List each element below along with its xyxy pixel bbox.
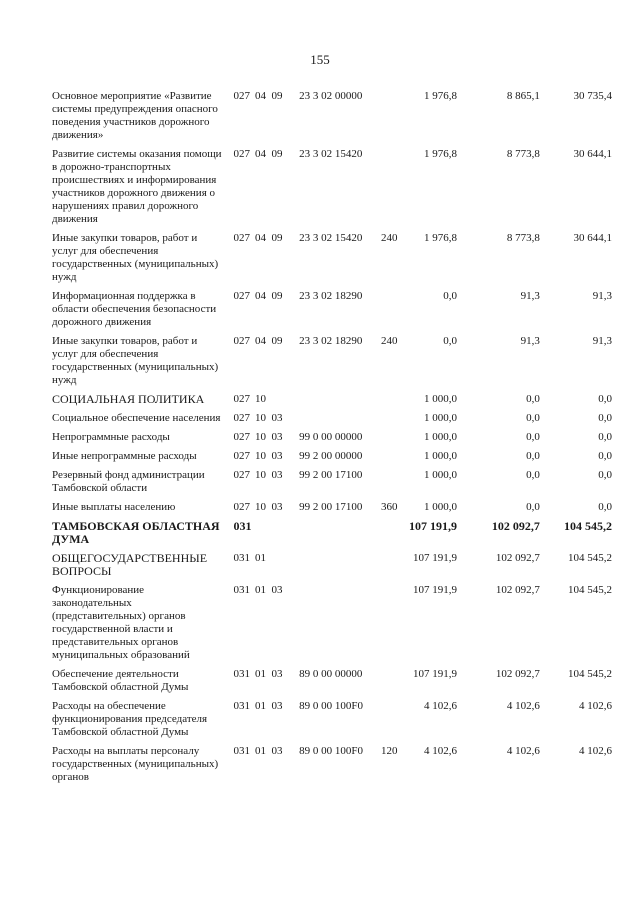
table-row xyxy=(52,335,612,387)
code-target: 89 0 00 100F0 xyxy=(299,700,363,712)
code-subsection: 03 xyxy=(271,745,283,757)
code-section: 04 xyxy=(254,148,266,160)
code-ministry: 031 xyxy=(233,700,251,712)
value-year-2: 0,0 xyxy=(526,431,540,443)
code-subsection: 09 xyxy=(271,290,283,302)
value-year-2: 8 773,8 xyxy=(506,232,540,244)
code-section: 10 xyxy=(254,431,266,443)
code-target: 99 0 00 00000 xyxy=(299,431,363,443)
value-year-1: 1 976,8 xyxy=(424,148,458,160)
row-name: Иные непрограммные расходы xyxy=(52,450,197,462)
code-subsection: 09 xyxy=(271,90,283,102)
row-name: Иные выплаты населению xyxy=(52,501,176,513)
value-year-1: 1 000,0 xyxy=(424,431,458,443)
code-target: 23 3 02 18290 xyxy=(299,290,363,302)
value-year-3: 91,3 xyxy=(592,335,613,347)
code-ministry: 031 xyxy=(233,519,252,533)
value-year-3: 4 102,6 xyxy=(579,745,613,757)
row-name: Основное мероприятие «Развитие системы предупреждения опасного поведения участников дорожного движения» xyxy=(52,90,218,141)
value-year-2: 102 092,7 xyxy=(491,519,540,533)
value-year-3: 0,0 xyxy=(598,501,613,513)
table-row xyxy=(52,584,612,662)
code-ministry: 031 xyxy=(233,552,251,564)
table-row xyxy=(52,501,612,514)
value-year-3: 30 644,1 xyxy=(573,232,613,244)
code-section: 04 xyxy=(254,90,266,102)
row-name: Иные закупки товаров, работ и услуг для обеспечения государственных (муниципальных) нужд xyxy=(52,232,219,283)
value-year-2: 0,0 xyxy=(526,469,540,481)
value-year-1: 1 000,0 xyxy=(424,469,458,481)
value-year-3: 0,0 xyxy=(598,469,613,481)
value-year-1: 107 191,9 xyxy=(413,552,458,564)
value-year-3: 0,0 xyxy=(598,450,613,462)
row-name: Информационная поддержка в области обеспечения безопасности дорожного движения xyxy=(52,290,217,328)
code-subsection: 03 xyxy=(271,501,283,513)
code-ministry: 027 xyxy=(233,90,251,102)
value-year-3: 0,0 xyxy=(598,412,613,424)
code-ministry: 027 xyxy=(233,335,251,347)
code-section: 01 xyxy=(254,700,266,712)
value-year-1: 1 000,0 xyxy=(424,450,458,462)
table-row xyxy=(52,431,612,444)
budget-table xyxy=(52,90,612,790)
row-name: Функционирование законодательных (представительных) органов государственной власти и представительных органов муниципальных образований xyxy=(52,584,190,661)
code-expense-type: 120 xyxy=(380,745,398,757)
row-name: Расходы на выплаты персоналу государственных (муниципальных) органов xyxy=(52,745,219,783)
row-name: Социальное обеспечение населения xyxy=(52,412,221,424)
table-row xyxy=(52,412,612,425)
code-section: 01 xyxy=(254,552,266,564)
code-ministry: 027 xyxy=(233,431,251,443)
code-section: 10 xyxy=(254,501,266,513)
code-section: 10 xyxy=(254,393,266,405)
value-year-3: 104 545,2 xyxy=(568,584,613,596)
value-year-1: 107 191,9 xyxy=(409,519,458,533)
value-year-3: 0,0 xyxy=(598,431,613,443)
value-year-3: 104 545,2 xyxy=(568,552,613,564)
code-section: 01 xyxy=(254,584,266,596)
code-target: 99 2 00 00000 xyxy=(299,450,363,462)
page-number: 155 xyxy=(310,52,330,67)
code-section: 01 xyxy=(254,745,266,757)
code-section: 10 xyxy=(254,412,266,424)
code-expense-type: 240 xyxy=(380,335,398,347)
code-section: 04 xyxy=(254,335,266,347)
code-ministry: 027 xyxy=(233,501,251,513)
code-section: 10 xyxy=(254,450,266,462)
value-year-3: 0,0 xyxy=(598,393,613,405)
value-year-2: 91,3 xyxy=(520,290,540,302)
code-section: 01 xyxy=(254,668,266,680)
value-year-2: 4 102,6 xyxy=(506,700,540,712)
value-year-1: 0,0 xyxy=(443,290,458,302)
code-target: 23 3 02 15420 xyxy=(299,232,363,244)
code-subsection: 03 xyxy=(271,700,283,712)
table-row xyxy=(52,668,612,694)
code-target: 89 0 00 100F0 xyxy=(299,745,363,757)
table-row xyxy=(52,232,612,284)
code-subsection: 03 xyxy=(271,469,283,481)
row-name: Обеспечение деятельности Тамбовской областной Думы xyxy=(52,668,189,693)
value-year-1: 107 191,9 xyxy=(413,668,458,680)
code-expense-type: 360 xyxy=(380,501,398,513)
code-ministry: 031 xyxy=(233,745,251,757)
code-subsection: 03 xyxy=(271,412,283,424)
value-year-2: 102 092,7 xyxy=(495,668,540,680)
code-expense-type: 240 xyxy=(380,232,398,244)
value-year-2: 102 092,7 xyxy=(495,584,540,596)
value-year-2: 0,0 xyxy=(526,393,540,405)
code-target: 99 2 00 17100 xyxy=(299,469,363,481)
code-section: 04 xyxy=(254,290,266,302)
code-subsection: 03 xyxy=(271,584,283,596)
value-year-2: 8 773,8 xyxy=(506,148,540,160)
code-ministry: 027 xyxy=(233,393,251,405)
value-year-1: 1 976,8 xyxy=(424,90,458,102)
value-year-3: 104 545,2 xyxy=(564,519,613,533)
code-ministry: 027 xyxy=(233,412,251,424)
code-ministry: 027 xyxy=(233,148,251,160)
code-ministry: 027 xyxy=(233,290,251,302)
table-row xyxy=(52,290,612,329)
table-row xyxy=(52,393,612,406)
value-year-3: 91,3 xyxy=(592,290,613,302)
table-row xyxy=(52,745,612,784)
table-row xyxy=(52,552,612,578)
value-year-3: 30 735,4 xyxy=(573,90,613,102)
value-year-1: 1 000,0 xyxy=(424,501,458,513)
table-row xyxy=(52,469,612,495)
code-subsection: 09 xyxy=(271,335,283,347)
code-subsection: 09 xyxy=(271,232,283,244)
table-row xyxy=(52,700,612,739)
row-name: Иные закупки товаров, работ и услуг для обеспечения государственных (муниципальных) нужд xyxy=(52,335,219,386)
code-target: 23 3 02 15420 xyxy=(299,148,363,160)
value-year-3: 104 545,2 xyxy=(568,668,613,680)
row-name: ОБЩЕГОСУДАРСТВЕННЫЕ ВОПРОСЫ xyxy=(52,551,208,578)
value-year-2: 0,0 xyxy=(526,412,540,424)
value-year-3: 4 102,6 xyxy=(579,700,613,712)
code-ministry: 027 xyxy=(233,232,251,244)
row-name: Развитие системы оказания помощи в дорожно-транспортных происшествиях и информирования участников дорожного движения о нарушениях правил дорожного движения xyxy=(52,148,222,225)
value-year-2: 4 102,6 xyxy=(506,745,540,757)
table-row xyxy=(52,148,612,226)
row-name: Резервный фонд администрации Тамбовской области xyxy=(52,469,205,494)
value-year-1: 1 000,0 xyxy=(424,412,458,424)
value-year-1: 1 976,8 xyxy=(424,232,458,244)
code-subsection: 03 xyxy=(271,450,283,462)
value-year-2: 0,0 xyxy=(526,450,540,462)
code-subsection: 03 xyxy=(271,431,283,443)
code-target: 89 0 00 00000 xyxy=(299,668,363,680)
code-ministry: 031 xyxy=(233,668,251,680)
value-year-1: 1 000,0 xyxy=(424,393,458,405)
code-subsection: 03 xyxy=(271,668,283,680)
code-subsection: 09 xyxy=(271,148,283,160)
value-year-1: 0,0 xyxy=(443,335,458,347)
value-year-3: 30 644,1 xyxy=(573,148,613,160)
value-year-2: 91,3 xyxy=(520,335,540,347)
code-ministry: 027 xyxy=(233,469,251,481)
table-row xyxy=(52,520,612,546)
row-name: Расходы на обеспечение функционирования председателя Тамбовской областной Думы xyxy=(52,700,208,738)
value-year-1: 4 102,6 xyxy=(424,700,458,712)
code-target: 99 2 00 17100 xyxy=(299,501,363,513)
value-year-1: 4 102,6 xyxy=(424,745,458,757)
code-target: 23 3 02 00000 xyxy=(299,90,363,102)
row-name: СОЦИАЛЬНАЯ ПОЛИТИКА xyxy=(52,392,205,406)
code-target: 23 3 02 18290 xyxy=(299,335,363,347)
table-row xyxy=(52,450,612,463)
code-ministry: 027 xyxy=(233,450,251,462)
code-section: 04 xyxy=(254,232,266,244)
value-year-2: 8 865,1 xyxy=(506,90,540,102)
code-section: 10 xyxy=(254,469,266,481)
value-year-1: 107 191,9 xyxy=(413,584,458,596)
row-name: Непрограммные расходы xyxy=(52,431,170,443)
row-name: ТАМБОВСКАЯ ОБЛАСТНАЯ ДУМА xyxy=(52,519,220,546)
value-year-2: 0,0 xyxy=(526,501,540,513)
value-year-2: 102 092,7 xyxy=(495,552,540,564)
table-row xyxy=(52,90,612,142)
code-ministry: 031 xyxy=(233,584,251,596)
